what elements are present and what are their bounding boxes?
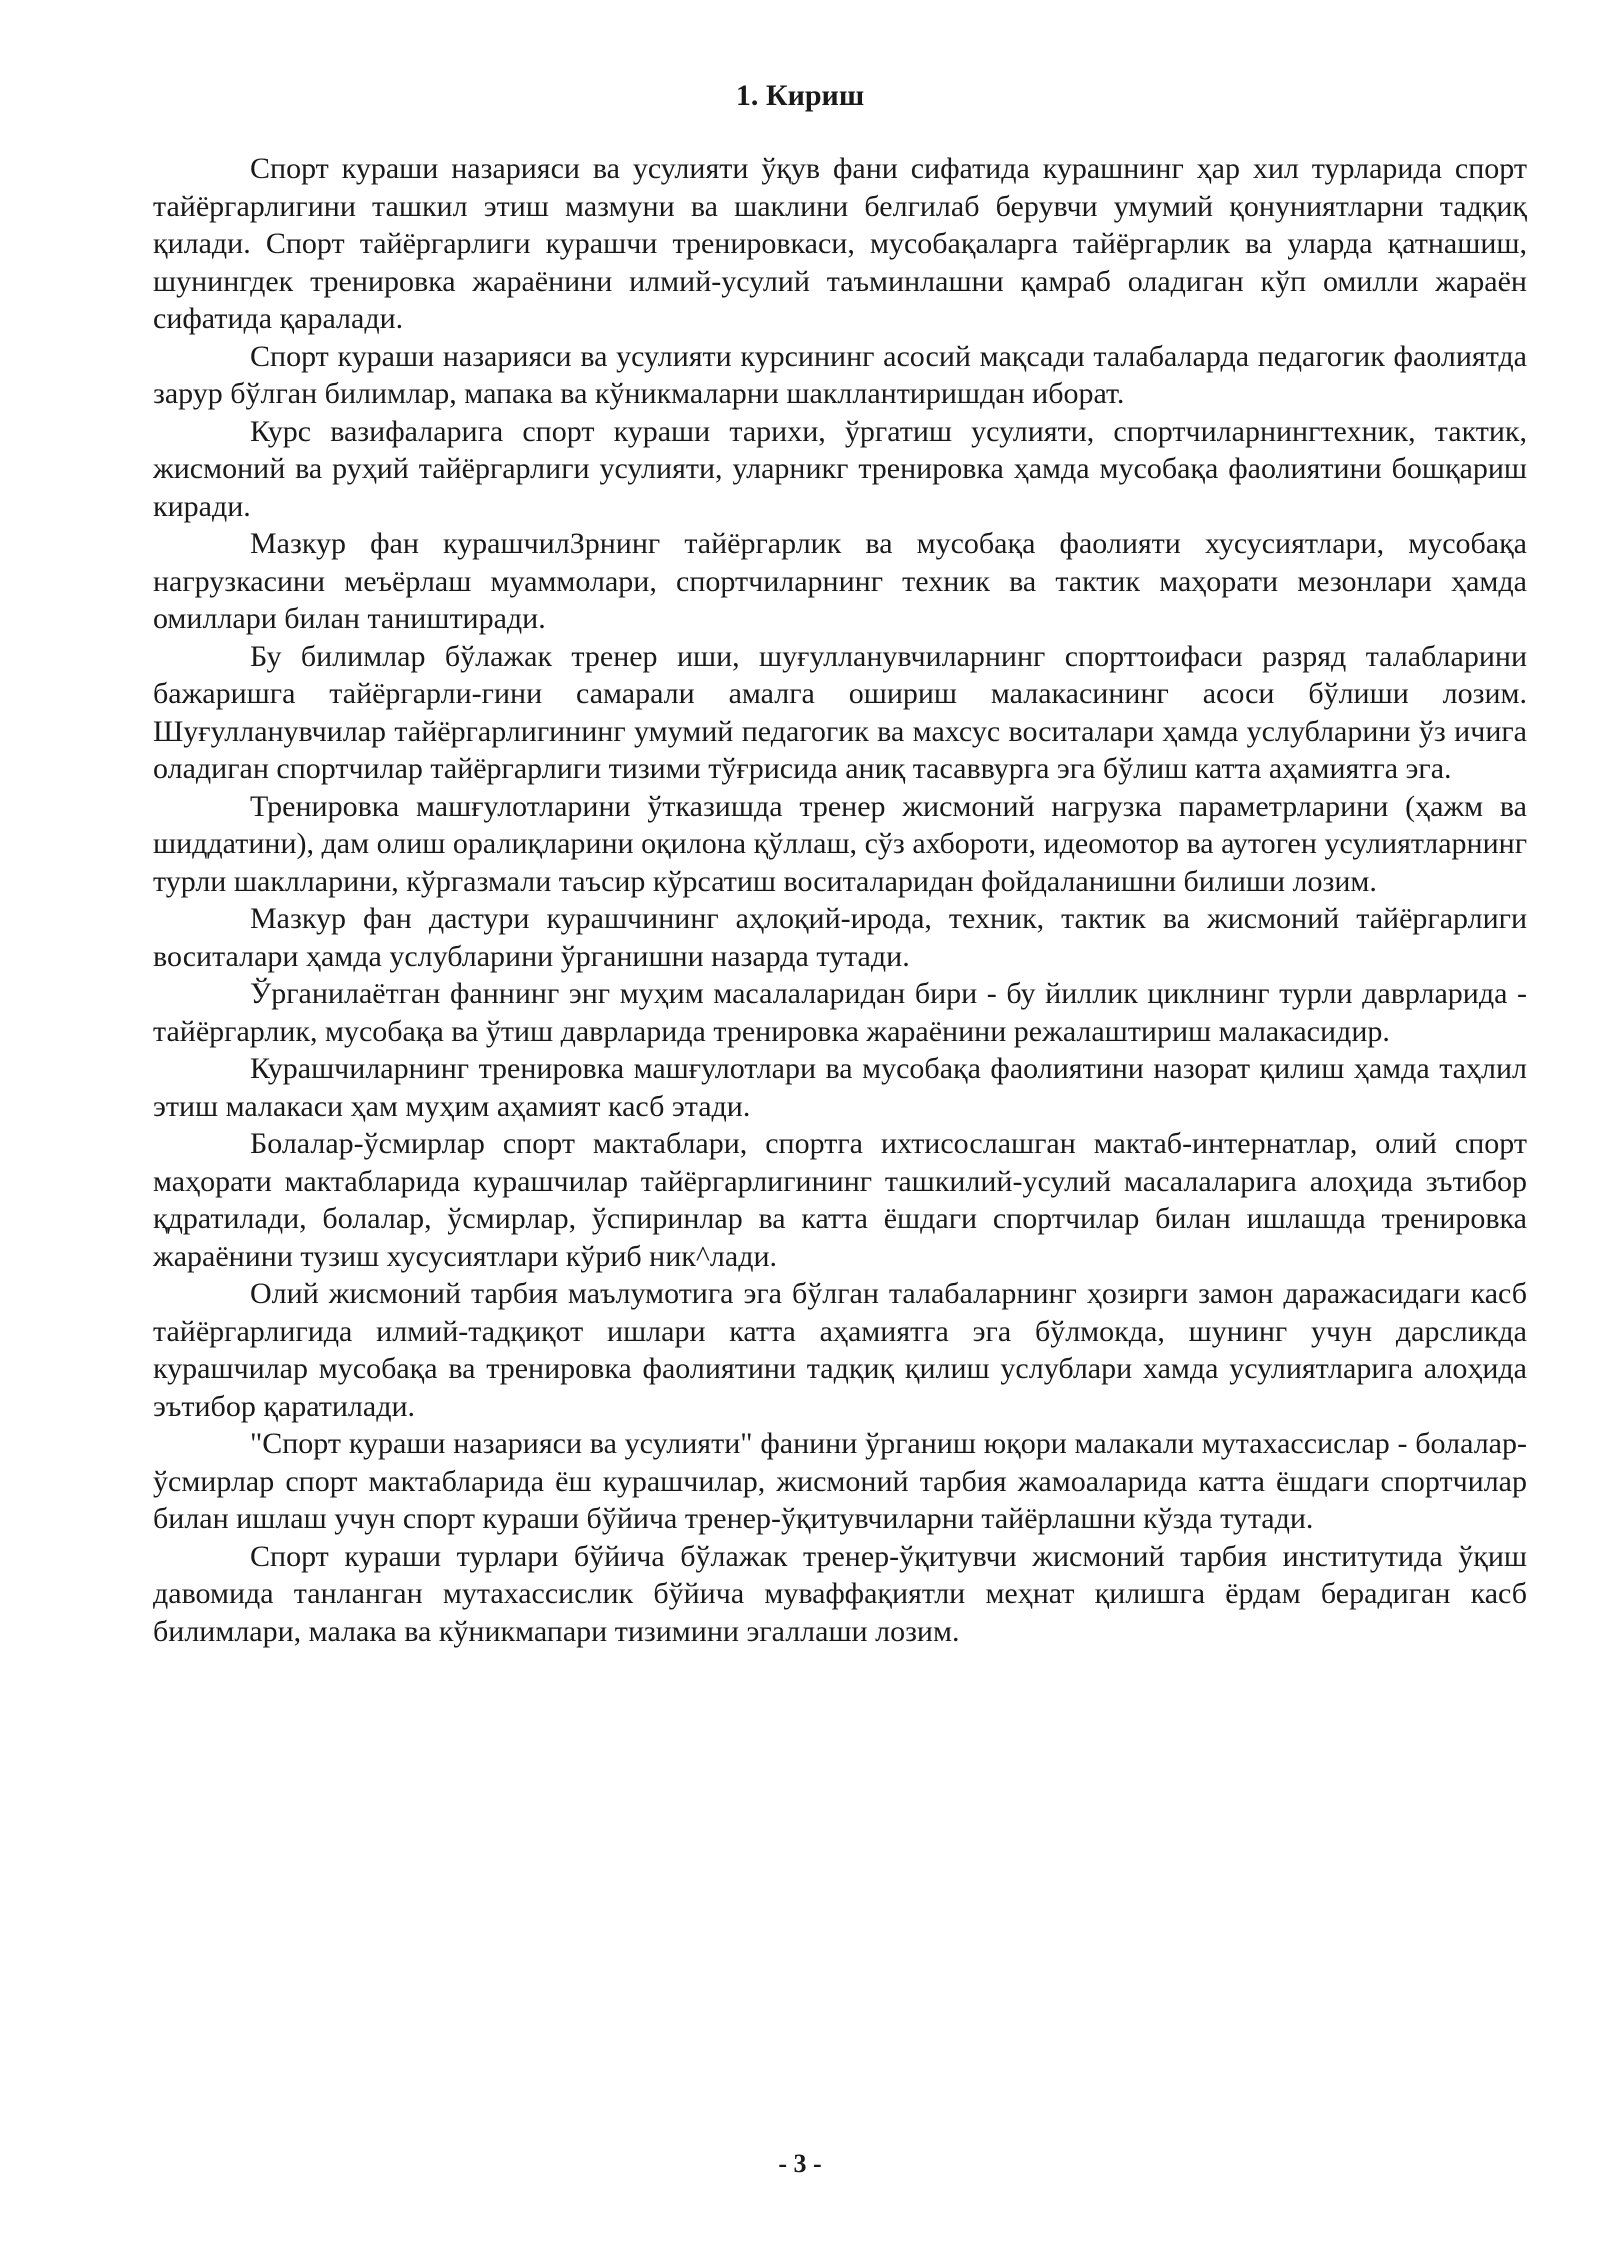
- paragraph: Олий жисмоний тарбия маълумотига эга бўлган талабаларнинг ҳозирги замон даражасидаги касб тайёргарлигида илмий-тадқиқот ишлари катта аҳамиятга эга бўлмокда, шунинг учун дарсликда курашчилар мусобақа ва тренировка фаолиятини тадқиқ қилиш услублари хамда усулиятларига алоҳида эътибор қаратилади.: [153, 1277, 1527, 1423]
- body-text: [153, 150, 1527, 1650]
- page-number: - 3 -: [778, 2149, 822, 2178]
- paragraph: Спорт кураши назарияси ва усулияти курсининг асосий мақсади талабаларда педагогик фаолиятда зарур бўлган билимлар, мапака ва кўникмаларни шакллантиришдан иборат.: [153, 339, 1527, 410]
- section-heading: 1. Кириш: [735, 79, 865, 112]
- paragraph: Спорт кураши турлари бўйича бўлажак тренер-ўқитувчи жисмоний тарбия институтида ўқиш давомида танланган мутахассислик бўйича муваффақиятли меҳнат қилишга ёрдам берадиган касб билимлари, малака ва кўникмапари тизимини эгаллаши лозим.: [153, 1539, 1527, 1648]
- paragraph: Ўрганилаётган фаннинг энг муҳим масалаларидан бири - бу йиллик циклнинг турли даврларида - тайёргарлик, мусобақа ва ўтиш даврларида тренировка жараёнини режалаштириш малакасидир.: [153, 977, 1527, 1048]
- paragraph: Курс вазифаларига спорт кураши тарихи, ўргатиш усулияти, спортчиларнингтехник, тактик, жисмоний ва руҳий тайёргарлиги усулияти, уларникг тренировка ҳамда мусобақа фаолиятини бошқариш киради.: [153, 414, 1527, 523]
- paragraph: Спорт кураши назарияси ва усулияти ўқув фани сифатида курашнинг ҳар хил турларида спорт тайёргарлигини ташкил этиш мазмуни ва шаклини белгилаб берувчи умумий қонуниятларни тадқиқ қилади. Спорт тайёргарлиги курашчи тренировкаси, мусобақаларга тайёргарлик ва уларда қатнашиш, шунингдек тренировка жараёнини илмий-усулий таъминлашни қамраб оладиган кўп омилли жараён сифатида қаралади.: [153, 152, 1527, 335]
- paragraph: Мазкур фан курашчилЗрнинг тайёргарлик ва мусобақа фаолияти хусусиятлари, мусобақа нагрузкасини меъёрлаш муаммолари, спортчиларнинг техник ва тактик маҳорати мезонлари ҳамда омиллари билан таништиради.: [153, 527, 1527, 635]
- paragraph: Тренировка машғулотларини ўтказишда тренер жисмоний нагрузка параметрларини (ҳажм ва шиддатини), дам олиш оралиқларини оқилона қўллаш, сўз ахбороти, идеомотор ва аутоген усулиятларнинг турли шаклларини, кўргазмали таъсир кўрсатиш воситаларидан фойдаланишни билиши лозим.: [153, 789, 1527, 898]
- paragraph: Болалар-ўсмирлар спорт мактаблари, спортга ихтисослашган мактаб-интернатлар, олий спорт маҳорати мактабларида курашчилар тайёргарлигининг ташкилий-усулий масалаларига алоҳида зътибор қдратилади, болалар, ўсмирлар, ўспиринлар ва катта ёшдаги спортчилар билан ишлашда тренировка жараёнини тузиш хусусиятлари кўриб ник^лади.: [153, 1127, 1527, 1273]
- paragraph: Мазкур фан дастури курашчининг аҳлоқий-ирода, техник, тактик ва жисмоний тайёргарлиги воситалари ҳамда услубларини ўрганишни назарда тутади.: [153, 902, 1527, 973]
- paragraph: "Спорт кураши назарияси ва усулияти" фанини ўрганиш юқори малакали мутахассислар - болалар-ўсмирлар спорт мактабларида ёш курашчилар, жисмоний тарбия жамоаларида катта ёшдаги спортчилар билан ишлаш учун спорт кураши бўйича тренер-ўқитувчиларни тайёрлашни кўзда тутади.: [153, 1427, 1527, 1535]
- paragraph: Бу билимлар бўлажак тренер иши, шуғулланувчиларнинг спорттоифаси разряд талабларини бажаришга тайёргарли-гини самарали амалга ошириш малакасининг асоси бўлиши лозим. Шуғулланувчилар тайёргарлигининг умумий педагогик ва махсус воситалари ҳамда услубларини ўз ичига оладиган спортчилар тайёргарлиги тизими тўғрисида аниқ тасаввурга эга бўлиш катта аҳамиятга эга.: [153, 639, 1527, 785]
- paragraph: Курашчиларнинг тренировка машғулотлари ва мусобақа фаолиятини назорат қилиш ҳамда таҳлил этиш малакаси ҳам муҳим аҳамият касб этади.: [153, 1052, 1527, 1123]
